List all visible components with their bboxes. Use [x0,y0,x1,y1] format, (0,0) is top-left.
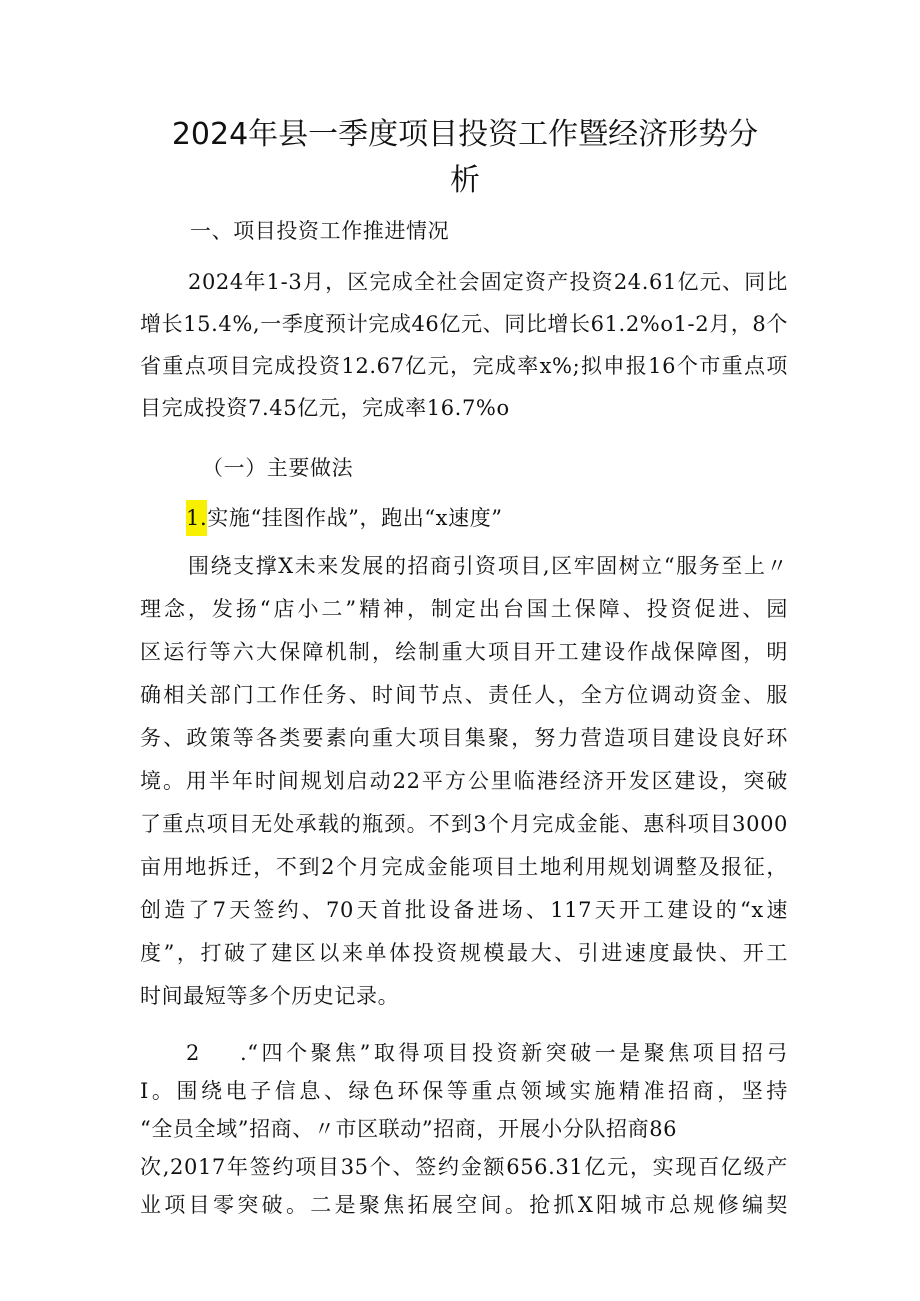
document-title [150,112,780,204]
paragraph-2-line-7: 了重点项目无处承载的瓶颈。不到3个月完成金能、惠科项目3000 [140,812,788,836]
paragraph-2-line-10: 度”，打破了建区以来单体投资规模最大、引进速度最快、开工 [140,941,788,965]
paragraph-3-line-4: 次,2017年签约项目35个、签约金额656.31亿元，实现百亿级产 [140,1155,788,1179]
paragraph-1-line-3: 省重点项目完成投资12.67亿元，完成率x%;拟申报16个市重点项 [140,354,788,378]
paragraph-1-line-4: 目完成投资7.45亿元，完成率16.7%o [140,396,510,420]
paragraph-2-line-3: 区运行等六大保障机制，绘制重大项目开工建设作战保障图，明 [140,640,788,664]
title-line-2: 析 [450,163,480,198]
paragraph-2-line-9: 创造了7天签约、70天首批设备进场、117天开工建设的“x速 [140,898,788,922]
paragraph-3-line-5: 业项目零突破。二是聚焦拓展空间。抢抓X阳城市总规修编契 [140,1193,788,1217]
item-2-number: 2 [186,1041,200,1065]
paragraph-2-line-8: 亩用地拆迁，不到2个月完成金能项目土地利用规划调整及报征， [140,855,788,879]
paragraph-2-line-2: 理念，发扬“店小二”精神，制定出台国土保障、投资促进、园 [140,597,788,621]
title-line-1: 2024年县一季度项目投资工作暨经济形势分 [171,117,759,152]
paragraph-2-line-1: 围绕支撑X未来发展的招商引资项目,区牢固树立“服务至上〃 [188,554,788,578]
paragraph-2-line-5: 务、政策等各类要素向重大项目集聚，努力营造项目建设良好环 [140,726,788,750]
paragraph-3-line-1: .“四个聚焦”取得项目投资新突破一是聚焦项目招弓 [240,1041,788,1065]
paragraph-2-line-6: 境。用半年时间规划启动22平方公里临港经济开发区建设，突破 [140,769,788,793]
paragraph-2-line-4: 确相关部门工作任务、时间节点、责任人，全方位调动资金、服 [140,683,788,707]
paragraph-3-line-2: I。围绕电子信息、绿色环保等重点领域实施精准招商，坚持 [140,1079,788,1103]
paragraph-1-line-2: 增长15.4%,一季度预计完成46亿元、同比增长61.2%o1-2月，8个 [140,312,788,336]
paragraph-2-line-11: 时间最短等多个历史记录。 [140,984,400,1008]
subheading-main-practices: （一）主要做法 [202,456,354,480]
item-1-number-highlight: 1. [186,500,207,536]
item-1-title: 实施“挂图作战”，跑出“x速度” [207,506,503,530]
paragraph-1-line-1: 2024年1-3月，区完成全社会固定资产投资24.61亿元、同比 [188,270,788,294]
item-1-heading [186,502,503,534]
section-heading-1: 一、项目投资工作推进情况 [190,219,450,243]
paragraph-3-line-3: “全员全域”招商、〃市区联动”招商，开展小分队招商86 [140,1117,678,1141]
